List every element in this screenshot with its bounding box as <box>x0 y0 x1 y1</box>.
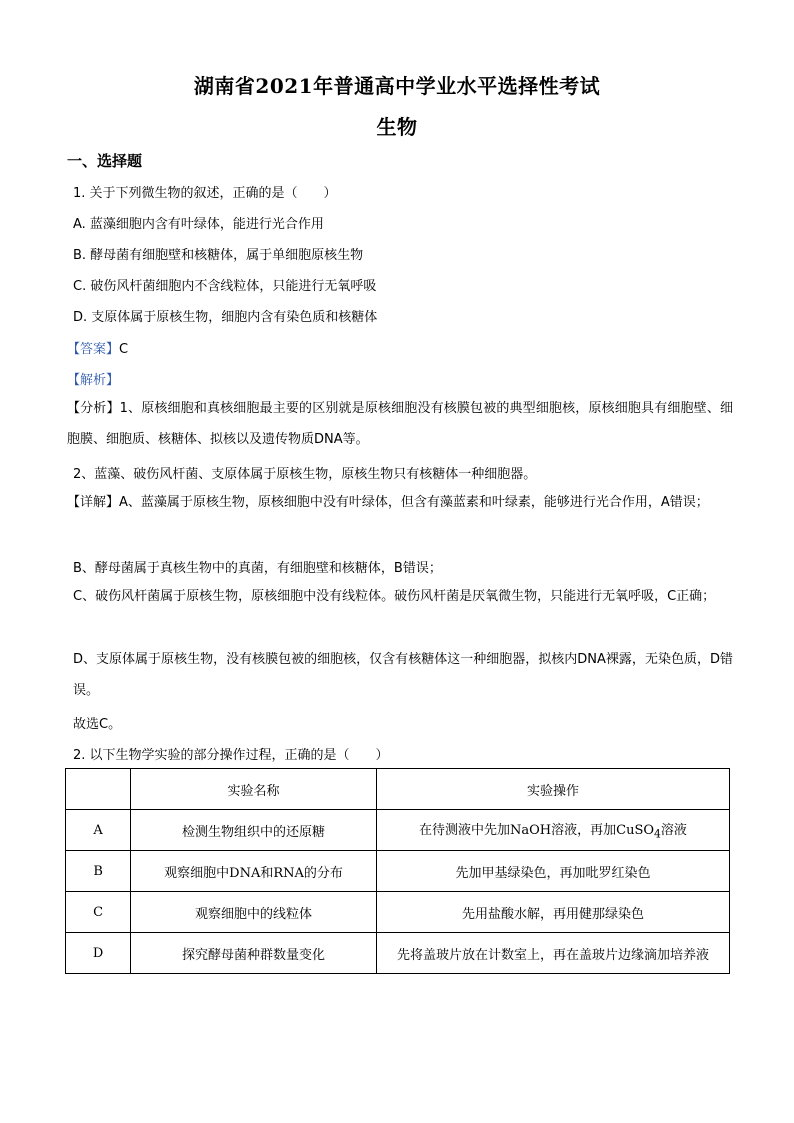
experiment-name-cell: 观察细胞中的线粒体 <box>131 892 377 933</box>
q1-option-b: B. 酵母菌有细胞壁和核糖体，属于单细胞原核生物 <box>73 248 364 263</box>
table-header-cell: 实验名称 <box>131 769 377 810</box>
analysis-label: 【解析】 <box>67 373 120 388</box>
q1-detail-b: B、酵母菌属于真核生物中的真菌，有细胞壁和核糖体，B错误； <box>73 561 442 576</box>
subscript: 4 <box>654 827 661 841</box>
operation-text: 在待测液中先加NaOH溶液，再加CuSO <box>419 823 655 839</box>
operation-text-suffix: 溶液 <box>660 823 687 839</box>
q1-detail-d: D、支原体属于原核生物，没有核膜包被的细胞核，仅含有核糖体这一种细胞器，拟核内DNA裸露，无染色质，D错误。 <box>73 652 733 698</box>
answer-value: C <box>119 342 129 357</box>
table-header-cell: 实验操作 <box>376 769 729 810</box>
experiment-name-cell: 检测生物组织中的还原糖 <box>131 810 377 851</box>
q1-option-a: A. 蓝藻细胞内含有叶绿体，能进行光合作用 <box>73 217 324 232</box>
q1-detail-c: C、破伤风杆菌属于原核生物，原核细胞中没有线粒体。破伤风杆菌是厌氧微生物，只能进行无氧呼吸，C正确； <box>73 589 716 604</box>
experiment-operation-cell: 先加甲基绿染色，再加吡罗红染色 <box>376 851 729 892</box>
experiment-table <box>65 768 730 974</box>
fenxi-label: 【分析】 <box>67 401 120 416</box>
experiment-operation-cell: 先用盐酸水解，再用健那绿染色 <box>376 892 729 933</box>
table-row <box>66 810 730 851</box>
xiangjie-text: A、蓝藻属于原核生物，原核细胞中没有叶绿体，但含有藻蓝素和叶绿素，能够进行光合作用，A错误； <box>119 495 709 510</box>
experiment-operation-cell: 先将盖玻片放在计数室上，再在盖玻片边缘滴加培养液 <box>376 933 729 974</box>
experiment-name-cell: 探究酵母菌种群数量变化 <box>131 933 377 974</box>
table-header-cell <box>66 769 131 810</box>
section-heading: 一、选择题 <box>67 152 143 170</box>
q1-xiangjie <box>67 487 733 518</box>
option-cell: B <box>66 851 131 892</box>
table-row <box>66 933 730 974</box>
q1-point-2: 2、蓝藻、破伤风杆菌、支原体属于原核生物，原核生物只有核糖体一种细胞器。 <box>73 467 537 482</box>
xiangjie-label: 【详解】 <box>67 495 120 510</box>
subject-title: 生物 <box>376 115 418 139</box>
q1-option-d: D. 支原体属于原核生物，细胞内含有染色质和核糖体 <box>73 310 378 325</box>
experiment-name-cell: 观察细胞中DNA和RNA的分布 <box>131 851 377 892</box>
q1-analysis-label <box>67 369 119 388</box>
question-2-stem: 2. 以下生物学实验的部分操作过程，正确的是（ ） <box>73 748 389 763</box>
experiment-operation-cell <box>376 810 729 851</box>
question-1-stem: 1. 关于下列微生物的叙述，正确的是（ ） <box>73 186 337 201</box>
q1-answer <box>67 338 128 357</box>
option-cell: C <box>66 892 131 933</box>
q1-fenxi <box>67 393 733 455</box>
table-header-row <box>66 769 730 810</box>
table-row <box>66 851 730 892</box>
table-row <box>66 892 730 933</box>
q1-conclusion: 故选C。 <box>73 717 122 732</box>
q1-option-c: C. 破伤风杆菌细胞内不含线粒体，只能进行无氧呼吸 <box>73 279 377 294</box>
option-cell: A <box>66 810 131 851</box>
fenxi-text: 1、原核细胞和真核细胞最主要的区别就是原核细胞没有核膜包被的典型细胞核，原核细胞具有细胞壁、细胞膜、细胞质、核糖体、拟核以及遗传物质DNA等。 <box>67 401 733 447</box>
option-cell: D <box>66 933 131 974</box>
answer-label: 【答案】 <box>67 342 120 357</box>
exam-title: 湖南省2021年普通高中学业水平选择性考试 <box>193 74 601 98</box>
